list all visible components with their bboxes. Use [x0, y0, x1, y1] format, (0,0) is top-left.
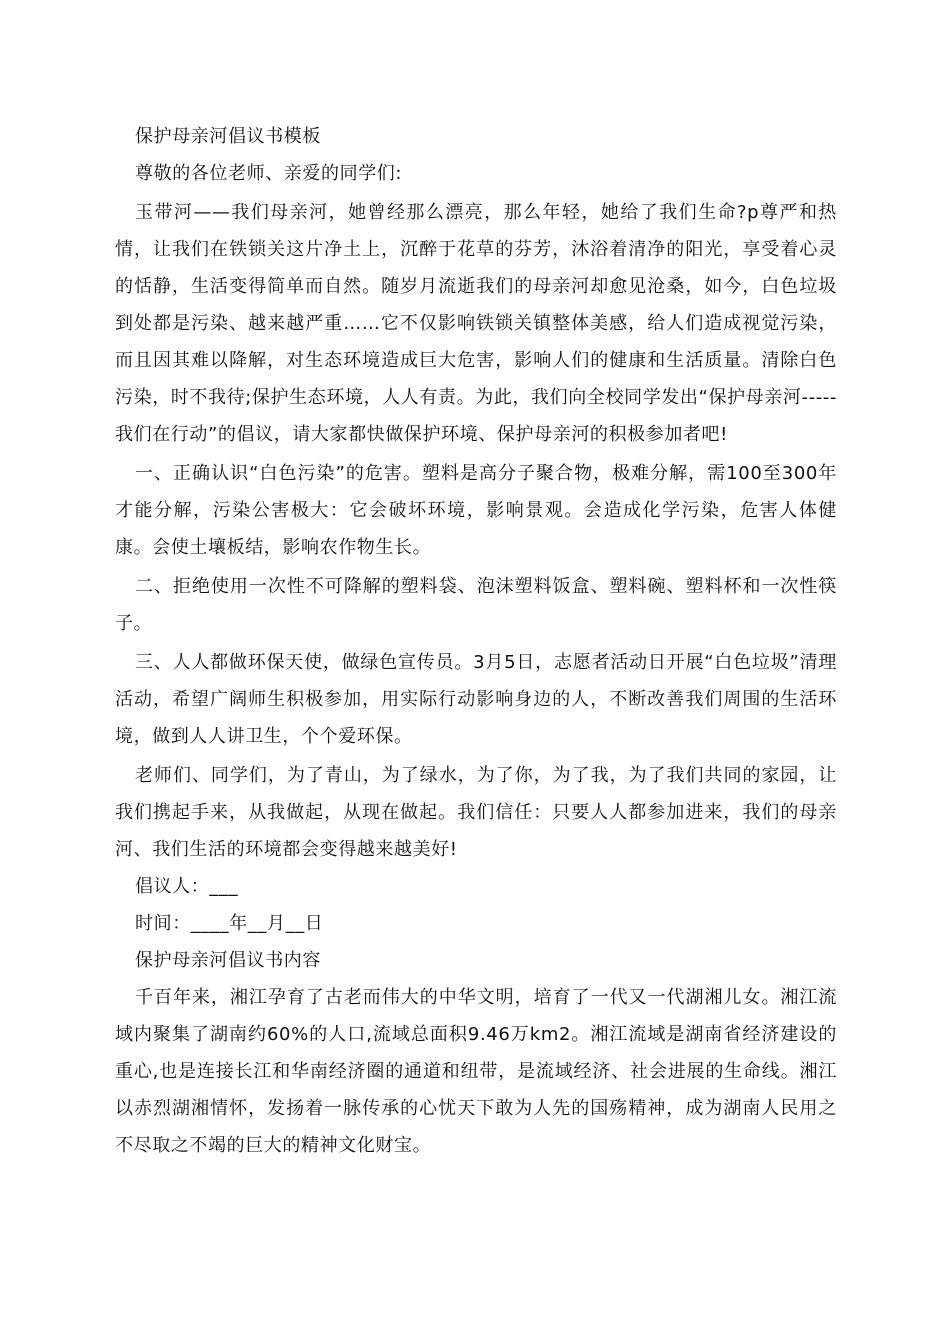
document-title: 保护母亲河倡议书模板 — [135, 126, 321, 147]
point-two-paragraph: 二、拒绝使用一次性不可降解的塑料袋、泡沫塑料饭盒、塑料碗、塑料杯和一次性筷子。 — [115, 576, 837, 634]
document-page — [115, 118, 837, 1164]
intro-paragraph: 玉带河——我们母亲河，她曾经那么漂亮，那么年轻，她给了我们生命?p尊严和热情，让我们在铁锁关这片净土上，沉醉于花草的芬芳，沐浴着清净的阳光，享受着心灵的恬静，生活变得简单而自然。随岁月流逝我们的母亲河却愈见沧桑，如今，白色垃圾到处都是污染、越来越严重……它不仅影响铁锁关镇整体美感，给人们造成视觉污染，而且因其难以降解，对生态环境造成巨大危害，影响人们的健康和生活质量。清除白色污染，时不我待;保护生态环境，人人有责。为此，我们向全校同学发出“保护母亲河-----我们在行动”的倡议，请大家都快做保护环境、保护母亲河的积极参加者吧! — [115, 202, 837, 445]
section-two-title: 保护母亲河倡议书内容 — [135, 950, 321, 971]
point-three-paragraph: 三、人人都做环保天使，做绿色宣传员。3月5日，志愿者活动日开展“白色垃圾”清理活动，希望广阔师生积极参加，用实际行动影响身边的人，不断改善我们周围的生活环境，做到人人讲卫生，个个爱环保。 — [115, 652, 837, 747]
signer-line: 倡议人：___ — [135, 876, 239, 897]
section-two-paragraph: 千百年来，湘江孕育了古老而伟大的中华文明，培育了一代又一代湖湘儿女。湘江流域内聚集了湖南约60%的人口,流域总面积9.46万km2。湘江流域是湖南省经济建设的重心,也是连接长江和华南经济圈的通道和纽带，是流域经济、社会进展的生命线。湘江以赤烈湖湘情怀，发扬着一脉传承的心忧天下敢为人先的国殇精神，成为湖南人民用之不尽取之不竭的巨大的精神文化财宝。 — [115, 987, 837, 1156]
salutation: 尊敬的各位老师、亲爱的同学们: — [135, 163, 403, 184]
point-one-paragraph: 一、正确认识“白色污染”的危害。塑料是高分子聚合物，极难分解，需100至300年才能分解，污染公害极大：它会破坏环境，影响景观。会造成化学污染，危害人体健康。会使土壤板结，影响农作物生长。 — [115, 463, 837, 558]
closing-paragraph: 老师们、同学们，为了青山，为了绿水，为了你，为了我，为了我们共同的家园，让我们携起手来，从我做起，从现在做起。我们信任：只要人人都参加进来，我们的母亲河、我们生活的环境都会变得越来越美好! — [115, 765, 837, 860]
date-line: 时间：____年__月__日 — [135, 913, 324, 934]
